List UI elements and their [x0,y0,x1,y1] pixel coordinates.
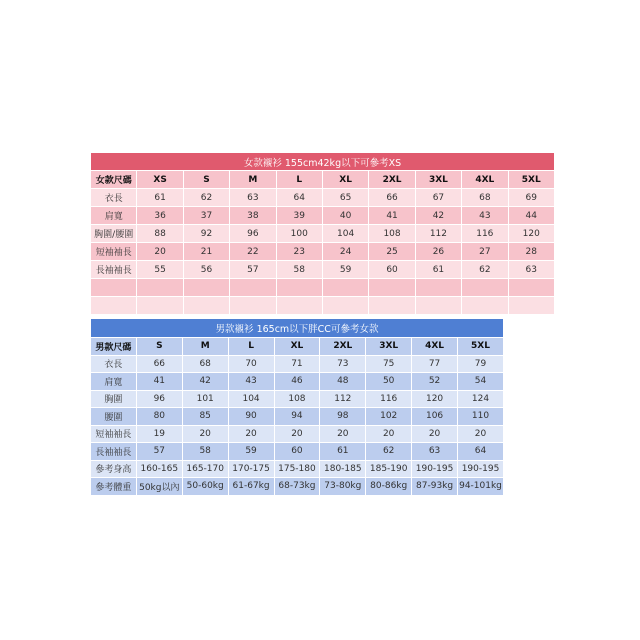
men-table-cell: 190-195 [412,460,458,478]
women-table-cell: 69 [508,189,554,207]
men-table-cell: 102 [366,408,412,426]
men-table-row [91,373,504,391]
women-table-cell [462,279,508,297]
men-table-cell: 70 [228,355,274,373]
men-table-cell: 180-185 [320,460,366,478]
women-table-cell: 40 [322,207,368,225]
women-table-cell [137,279,183,297]
women-size-xs: XS [137,171,183,189]
women-table-cell [137,297,183,315]
women-table-cell: 56 [183,261,229,279]
men-table-cell: 104 [228,390,274,408]
men-table-cell: 50kg以內 [136,478,182,496]
women-size-s: S [183,171,229,189]
women-table-cell: 68 [462,189,508,207]
men-table-cell: 43 [228,373,274,391]
women-table-cell [230,297,276,315]
women-size-xl: XL [322,171,368,189]
women-table-row [91,279,555,297]
men-size-table [90,318,504,496]
women-table-cell [322,297,368,315]
women-table-cell: 65 [322,189,368,207]
women-table-cell: 55 [137,261,183,279]
men-table-cell: 165-170 [182,460,228,478]
women-row-label: 短袖袖長 [91,243,137,261]
women-table-cell: 22 [230,243,276,261]
men-table-cell: 20 [228,425,274,443]
men-table-cell: 160-165 [136,460,182,478]
men-table-cell: 61-67kg [228,478,274,496]
men-table-cell: 73 [320,355,366,373]
women-row-label: 長袖袖長 [91,261,137,279]
men-table-cell: 120 [412,390,458,408]
women-size-2xl: 2XL [369,171,415,189]
men-table-cell: 94 [274,408,320,426]
men-table-cell: 42 [182,373,228,391]
women-table-cell: 66 [369,189,415,207]
women-table-cell: 61 [415,261,461,279]
women-table-cell: 37 [183,207,229,225]
women-table-cell: 64 [276,189,322,207]
men-table-cell: 20 [182,425,228,443]
men-table-cell: 20 [412,425,458,443]
women-table-cell: 58 [276,261,322,279]
women-table-row [91,243,555,261]
women-table-cell: 59 [322,261,368,279]
women-row-label [91,297,137,315]
men-table-cell: 50-60kg [182,478,228,496]
men-table-cell: 87-93kg [412,478,458,496]
women-table-cell: 42 [415,207,461,225]
women-row-label: 衣長 [91,189,137,207]
men-table-cell: 110 [458,408,504,426]
men-table-cell: 79 [458,355,504,373]
women-table-cell: 43 [462,207,508,225]
men-table-cell: 94-101kg [458,478,504,496]
women-table-cell: 62 [183,189,229,207]
women-size-4xl: 4XL [462,171,508,189]
men-row-label: 肩寬 [91,373,137,391]
women-table-cell: 26 [415,243,461,261]
women-table-cell: 28 [508,243,554,261]
women-table-cell [183,279,229,297]
women-row-label: 胸圍/腰圍 [91,225,137,243]
women-table-cell: 25 [369,243,415,261]
men-table-cell: 20 [320,425,366,443]
women-table-row [91,297,555,315]
men-table-cell: 80 [136,408,182,426]
women-table-cell: 20 [137,243,183,261]
women-size-5xl: 5XL [508,171,554,189]
men-table-cell: 116 [366,390,412,408]
women-size-m: M [230,171,276,189]
women-table-cell [276,297,322,315]
women-table-cell: 39 [276,207,322,225]
women-table-cell [230,279,276,297]
women-table-cell [369,297,415,315]
women-size-table [90,152,555,315]
men-table-cell: 90 [228,408,274,426]
men-table-cell: 73-80kg [320,478,366,496]
men-table-cell: 20 [366,425,412,443]
women-table-row [91,189,555,207]
women-table-cell: 120 [508,225,554,243]
men-size-label: 男款尺碼 [91,338,137,356]
women-table-cell: 44 [508,207,554,225]
men-table-cell: 190-195 [458,460,504,478]
men-table-row [91,408,504,426]
men-table-cell: 20 [274,425,320,443]
women-row-label: 肩寬 [91,207,137,225]
men-table-cell: 175-180 [274,460,320,478]
women-size-3xl: 3XL [415,171,461,189]
women-table-cell [183,297,229,315]
men-table-cell: 185-190 [366,460,412,478]
women-table-cell [508,297,554,315]
women-table-title: 女款襯衫 155cm42kg以下可參考XS [91,153,555,171]
men-row-label: 腰圍 [91,408,137,426]
women-table-cell [369,279,415,297]
men-table-cell: 170-175 [228,460,274,478]
men-table-cell: 68 [182,355,228,373]
women-table-cell [322,279,368,297]
men-table-cell: 41 [136,373,182,391]
men-size-5xl: 5XL [458,338,504,356]
women-size-l: L [276,171,322,189]
women-table-cell [276,279,322,297]
men-header-row [91,338,504,356]
women-table-cell: 62 [462,261,508,279]
men-row-label: 短袖袖長 [91,425,137,443]
men-table-cell: 77 [412,355,458,373]
men-table-cell: 66 [136,355,182,373]
men-size-xl: XL [274,338,320,356]
men-table-cell: 98 [320,408,366,426]
men-table-row [91,478,504,496]
women-header-row [91,171,555,189]
women-table-cell: 96 [230,225,276,243]
men-size-m: M [182,338,228,356]
men-row-label: 長袖袖長 [91,443,137,461]
men-size-3xl: 3XL [366,338,412,356]
men-table-cell: 48 [320,373,366,391]
women-table-cell: 41 [369,207,415,225]
men-table-cell: 106 [412,408,458,426]
women-table-cell: 63 [508,261,554,279]
men-table-cell: 112 [320,390,366,408]
women-table-cell: 67 [415,189,461,207]
men-table-cell: 108 [274,390,320,408]
women-table-cell: 21 [183,243,229,261]
women-table-cell: 27 [462,243,508,261]
men-table-cell: 124 [458,390,504,408]
women-row-label [91,279,137,297]
women-table-cell: 36 [137,207,183,225]
women-table-cell: 88 [137,225,183,243]
men-table-cell: 54 [458,373,504,391]
men-table-cell: 85 [182,408,228,426]
men-size-2xl: 2XL [320,338,366,356]
men-row-label: 胸圍 [91,390,137,408]
women-table-cell [508,279,554,297]
women-table-cell: 116 [462,225,508,243]
women-table-cell [415,279,461,297]
men-table-cell: 52 [412,373,458,391]
women-table-cell: 92 [183,225,229,243]
men-table-cell: 50 [366,373,412,391]
men-table-cell: 60 [274,443,320,461]
women-table-cell: 104 [322,225,368,243]
men-table-row [91,443,504,461]
women-table-cell: 108 [369,225,415,243]
men-table-row [91,460,504,478]
men-table-cell: 46 [274,373,320,391]
men-table-cell: 71 [274,355,320,373]
women-table-cell: 57 [230,261,276,279]
women-table-cell: 100 [276,225,322,243]
men-table-cell: 101 [182,390,228,408]
women-table-cell: 23 [276,243,322,261]
men-size-s: S [136,338,182,356]
men-table-title: 男款襯衫 165cm以下胖CC可參考女款 [91,319,504,338]
men-table-cell: 75 [366,355,412,373]
men-row-label: 衣長 [91,355,137,373]
men-table-cell: 57 [136,443,182,461]
men-table-cell: 68-73kg [274,478,320,496]
women-table-cell: 24 [322,243,368,261]
men-table-cell: 59 [228,443,274,461]
men-table-cell: 20 [458,425,504,443]
men-table-cell: 63 [412,443,458,461]
women-table-cell: 63 [230,189,276,207]
men-table-cell: 62 [366,443,412,461]
women-table-cell [415,297,461,315]
men-table-row [91,390,504,408]
women-size-label: 女款尺碼 [91,171,137,189]
men-size-4xl: 4XL [412,338,458,356]
women-table-cell: 38 [230,207,276,225]
women-table-cell: 112 [415,225,461,243]
women-table-row [91,225,555,243]
men-table-cell: 19 [136,425,182,443]
women-table-row [91,261,555,279]
men-table-row [91,355,504,373]
men-size-l: L [228,338,274,356]
women-table-cell: 61 [137,189,183,207]
men-table-row [91,425,504,443]
men-row-label: 參考體重 [91,478,137,496]
women-table-cell: 60 [369,261,415,279]
men-row-label: 參考身高 [91,460,137,478]
men-table-cell: 96 [136,390,182,408]
women-table-cell [462,297,508,315]
men-table-cell: 80-86kg [366,478,412,496]
men-table-cell: 58 [182,443,228,461]
men-table-cell: 64 [458,443,504,461]
men-table-cell: 61 [320,443,366,461]
women-table-row [91,207,555,225]
